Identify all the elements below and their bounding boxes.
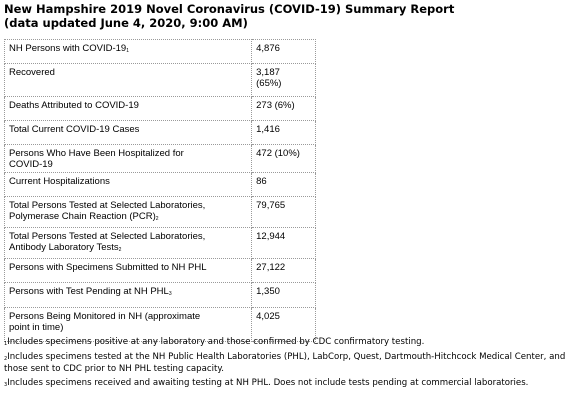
- footnote-number: 2: [4, 356, 8, 362]
- label-line1: Total Persons Tested at Selected Laboratories,: [9, 231, 206, 242]
- footnote-marker: 1: [126, 48, 129, 54]
- row-value-tested-pcr: 79,765: [252, 197, 316, 228]
- label-line2: Antibody Laboratory Tests: [9, 242, 119, 253]
- row-label-current-cases: [5, 121, 252, 145]
- footnote-marker: 2: [155, 216, 159, 222]
- table-row: [5, 145, 316, 173]
- label-line1: Persons Who Have Been Hospitalized for: [9, 148, 184, 159]
- row-value-recovered: [252, 64, 316, 97]
- table-row: [5, 283, 316, 308]
- label-line1: Total Persons Tested at Selected Laboratories,: [9, 200, 206, 211]
- footnotes: [4, 337, 574, 393]
- row-value-current-cases: 1,416: [252, 121, 316, 145]
- footnote-marker: 3: [168, 291, 172, 297]
- table-row: [5, 197, 316, 228]
- label-text: Total Current COVID-19 Cases: [9, 124, 140, 135]
- row-value-tested-antibody: 12,944: [252, 228, 316, 259]
- footnote-text: Includes specimens tested at the NH Public Health Laboratories (PHL), LabCorp, Quest, Dartmouth-Hitchcock Medical Center, and those sent to CDC prior to NH PHL testing capacity.: [4, 352, 566, 374]
- summary-table: [4, 39, 316, 342]
- row-value-current-hospitalizations: 86: [252, 173, 316, 197]
- footnote: [4, 352, 574, 375]
- footnote-text: Includes specimens positive at any laboratory and those confirmed by CDC confirmatory testing.: [7, 337, 425, 347]
- value-line1: 3,187: [256, 67, 280, 78]
- label-text: Recovered: [9, 67, 55, 78]
- label-text: Deaths Attributed to COVID-19: [9, 100, 139, 111]
- row-value-pending-phl: 1,350: [252, 283, 316, 308]
- row-value-deaths: 273 (6%): [252, 97, 316, 121]
- row-label-recovered: [5, 64, 252, 97]
- row-label-pending-phl: [5, 283, 252, 308]
- label-line2: point in time): [9, 322, 64, 333]
- label-text: Current Hospitalizations: [9, 176, 110, 187]
- footnote-marker: 2: [118, 247, 122, 253]
- label-line1: Persons Being Monitored in NH (approximate: [9, 311, 201, 322]
- table-row: [5, 64, 316, 97]
- row-label-tested-antibody: [5, 228, 252, 259]
- label-text: Persons with Test Pending at NH PHL: [9, 286, 169, 297]
- table-row: [5, 40, 316, 64]
- table-row: [5, 173, 316, 197]
- row-value-persons-with-covid: 4,876: [252, 40, 316, 64]
- label-text: Persons with Specimens Submitted to NH PHL: [9, 262, 207, 273]
- footnote: [4, 337, 574, 349]
- label-text: NH Persons with COVID-19: [9, 43, 127, 54]
- row-label-persons-with-covid: [5, 40, 252, 64]
- table-row: [5, 121, 316, 145]
- table-row: [5, 259, 316, 283]
- table-row: [5, 97, 316, 121]
- report-title: [4, 2, 564, 30]
- footnote: [4, 378, 574, 390]
- row-label-hospitalized: [5, 145, 252, 173]
- row-label-tested-pcr: [5, 197, 252, 228]
- row-value-submitted-phl: 27,122: [252, 259, 316, 283]
- footnote-text: Includes specimens received and awaiting testing at NH PHL. Does not include tests pending at commercial laboratories.: [7, 378, 529, 388]
- row-value-monitored: 4,025: [252, 308, 316, 342]
- footnote-number: 3: [4, 382, 8, 388]
- row-label-deaths: [5, 97, 252, 121]
- report-title-line1: New Hampshire 2019 Novel Coronavirus (COVID-19) Summary Report: [4, 2, 455, 16]
- footnote-number: 1: [4, 341, 8, 347]
- row-value-hospitalized: 472 (10%): [252, 145, 316, 173]
- row-label-current-hospitalizations: [5, 173, 252, 197]
- label-line2: COVID-19: [9, 159, 53, 170]
- value-line2: (65%): [256, 78, 282, 89]
- row-label-submitted-phl: [5, 259, 252, 283]
- report-title-line2: (data updated June 4, 2020, 9:00 AM): [4, 16, 248, 30]
- label-line2: Polymerase Chain Reaction (PCR): [9, 211, 156, 222]
- table-row: [5, 228, 316, 259]
